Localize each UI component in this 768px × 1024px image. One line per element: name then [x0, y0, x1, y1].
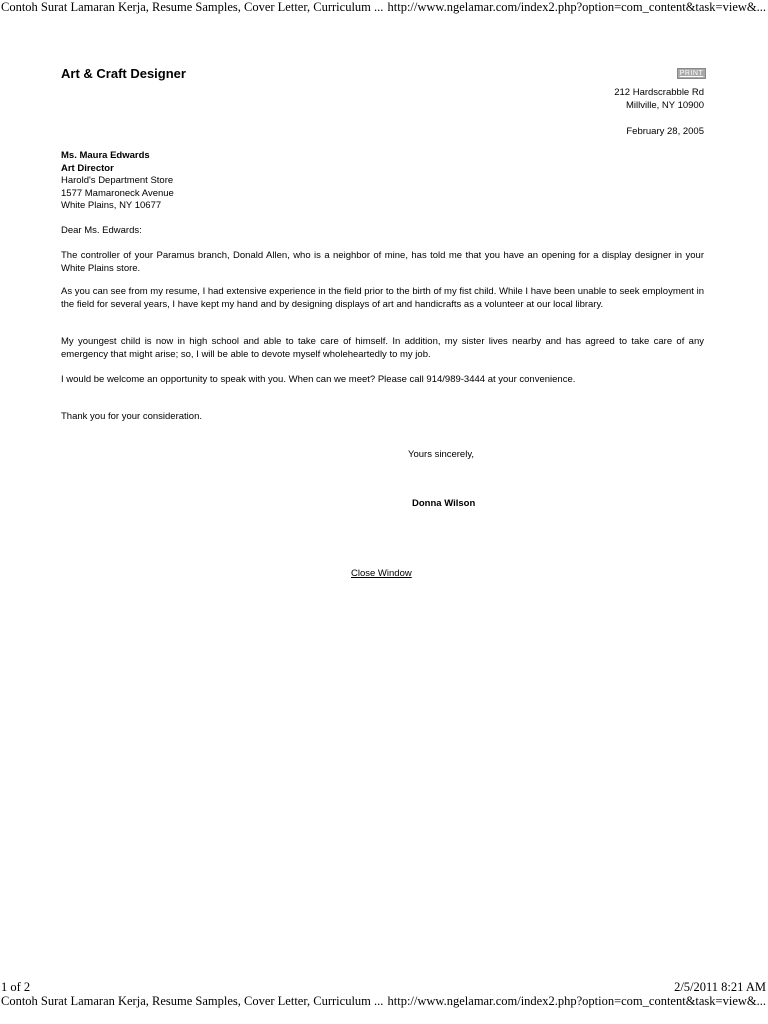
recipient-company: Harold's Department Store [61, 175, 174, 186]
recipient-position: Art Director [61, 162, 114, 174]
body-paragraph: As you can see from my resume, I had extensive experience in the field prior to the birth of my fist child. While I have been unable to seek employment in the field for several years, I have kept my hand and by designing displays of art and handicrafts as a volunteer at our local library. [61, 286, 704, 310]
footer-page-number: 1 of 2 [1, 980, 31, 994]
greeting: Dear Ms. Edwards: [61, 225, 142, 236]
letter-date: February 28, 2005 [626, 126, 704, 137]
signer-name: Donna Wilson [412, 498, 476, 509]
recipient-city: White Plains, NY 10677 [61, 200, 162, 211]
recipient-name: Ms. Maura Edwards [61, 150, 150, 161]
footer-page-title: Contoh Surat Lamaran Kerja, Resume Samples, Cover Letter, Curriculum ... [1, 994, 384, 1008]
thanks-line: Thank you for your consideration. [61, 411, 202, 422]
close-window-link[interactable]: Close Window [351, 568, 412, 579]
print-button[interactable]: PRINT [677, 68, 706, 79]
footer-url: http://www.ngelamar.com/index2.php?option=com_content&task=view&... [387, 994, 766, 1008]
body-paragraph: My youngest child is now in high school and able to take care of himself. In addition, my sister lives nearby and has agreed to take care of any emergency that might arise; so, I will be able to devote myself wholeheartedly to my job. [61, 336, 704, 360]
sender-address [614, 87, 704, 112]
body-paragraph: The controller of your Paramus branch, Donald Allen, who is a neighbor of mine, has told me that you have an opening for a display designer in your White Plains store. [61, 250, 704, 274]
header-url: http://www.ngelamar.com/index2.php?option=com_content&task=view&... [387, 0, 766, 14]
recipient-street: 1577 Mamaroneck Avenue [61, 187, 174, 199]
footer-timestamp: 2/5/2011 8:21 AM [674, 980, 766, 994]
closing-line: Yours sincerely, [408, 449, 475, 460]
body-paragraph: I would be welcome an opportunity to speak with you. When can we meet? Please call 914/989-3444 at your convenience. [61, 374, 576, 385]
sender-city: Millville, NY 10900 [626, 99, 704, 111]
header-page-title: Contoh Surat Lamaran Kerja, Resume Samples, Cover Letter, Curriculum ... [1, 0, 384, 14]
sender-street: 212 Hardscrabble Rd [614, 87, 704, 98]
letter-title: Art & Craft Designer [61, 66, 186, 81]
recipient-block [61, 150, 174, 213]
